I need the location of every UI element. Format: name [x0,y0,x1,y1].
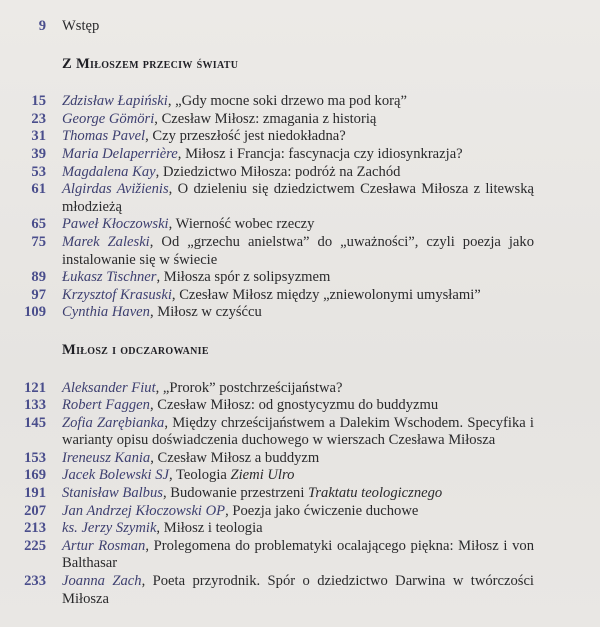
entry-author: Magdalena Kay [62,163,156,180]
entry-author: Artur Rosman [62,537,146,554]
entry-title: , Czesław Miłosz: zmagania z historią [154,110,377,127]
toc-entry [0,415,600,450]
entry-author: Jacek Bolewski SJ [62,467,169,484]
page-number: 145 [24,414,46,431]
entry-title: , Teologia [168,467,231,484]
entry-author: Robert Faggen [62,397,150,414]
entry-author: ks. Jerzy Szymik [62,520,157,537]
entry-title: , Od „grzechu anielstwa” do „uważności”, czyli poezja jako instalowanie się w świecie [62,233,535,268]
entry-author: Jan Andrzej Kłoczowski OP [62,502,226,519]
toc-entry-intro [0,18,600,36]
entry-title: , Miłosz i Francja: fascynacja czy idiosynkrazja? [177,145,463,162]
entry-title: , Miłosza spór z solipsyzmem [156,269,331,286]
page-number: 75 [31,233,46,250]
entry-author: Maria Delaperrière [62,145,178,162]
page-number: 121 [24,379,46,396]
entry-title: , Czy przeszłość jest niedokładna? [145,128,346,145]
page-number: 9 [38,18,46,34]
entry-author: Łukasz Tischner [62,269,157,286]
entry-title: , Czesław Miłosz między „zniewolonymi umysłami” [171,286,481,303]
page-number: 31 [31,128,46,145]
entry-title: , Poeta przyrodnik. Spór o dziedzictwo Darwina w twórczości Miłosza [62,573,534,607]
entry-title: , Czesław Miłosz a buddyzm [150,449,320,466]
toc-entry [0,538,600,573]
entry-title: , Czesław Miłosz: od gnostycyzmu do buddyzmu [149,397,439,414]
entry-title-italic: Traktatu teologicznego [308,485,443,502]
entry-author: Aleksander Fiut [62,379,156,396]
entry-title: , Między chrześcijaństwem a Dalekim Wschodem. Specyfika i warianty opisu doświadczenia duchowego w wierszach Czesława Miłosza [62,414,534,449]
toc-entry [0,111,600,129]
page-number: 23 [31,110,46,127]
page-number: 61 [31,181,46,198]
page-number: 153 [24,449,46,466]
toc-entry [0,216,600,234]
section-heading-1: Z Miłoszem przeciw światu [62,55,239,72]
page-number: 89 [31,269,46,286]
toc-entry [0,467,600,485]
toc-entry [0,128,600,146]
table-of-contents [0,18,600,608]
page-number: 39 [31,145,46,162]
entry-author: Zofia Zarębianka [62,414,165,431]
page-number: 65 [31,216,46,233]
page-number: 207 [24,502,46,519]
toc-entry [0,181,600,216]
entry-title: , „Prorok” postchrześcijaństwa? [155,379,343,396]
toc-entry [0,450,600,468]
toc-entry [0,503,600,521]
entry-author: Cynthia Haven [62,304,150,321]
entry-author: Algirdas Avižienis [62,181,169,198]
toc-entry [0,304,600,322]
toc-entry [0,380,600,398]
entry-author: Krzysztof Krasuski [62,286,172,303]
toc-entry [0,146,600,164]
entry-title: , Poezja jako ćwiczenie duchowe [225,502,419,519]
toc-entry [0,520,600,538]
entry-title: , Dziedzictwo Miłosza: podróż na Zachód [155,163,401,180]
entry-author: Joanna Zach [62,573,142,590]
entry-title: , „Gdy mocne soki drzewo ma pod korą” [167,93,407,110]
entry-author: Thomas Pavel [62,128,146,145]
page-number: 191 [24,485,46,502]
entry-title: , Miłosz i teologia [156,520,263,537]
entry-title-italic: Ziemi Ulro [230,467,295,484]
toc-entry [0,164,600,182]
page-number: 15 [31,93,46,110]
toc-entry [0,573,600,608]
entry-author: George Gömöri [62,110,155,127]
entry-author: Zdzisław Łapiński [62,93,168,110]
entry-author: Marek Zaleski [62,233,150,250]
section-heading-2: Miłosz i odczarowanie [62,341,209,358]
entry-title: , Budowanie przestrzeni [162,485,309,502]
page-number: 233 [24,573,46,590]
entry-title: , Miłosz w czyśćcu [149,304,262,321]
entry-author: Stanisław Balbus [62,485,163,502]
page-number: 133 [24,397,46,414]
page-number: 213 [24,520,46,537]
page-number: 109 [24,304,46,321]
toc-entry [0,234,600,269]
entry-author: Paweł Kłoczowski [62,216,169,233]
page-number: 169 [24,467,46,484]
page-number: 225 [24,537,46,554]
toc-entry [0,269,600,287]
entry-title: Wstęp [62,18,100,34]
toc-entry [0,93,600,111]
toc-entry [0,485,600,503]
toc-entry [0,287,600,305]
entry-author: Ireneusz Kania [62,449,151,466]
toc-entry [0,397,600,415]
entry-title: , Wierność wobec rzeczy [168,216,315,233]
entry-title: , O dzieleniu się dziedzictwem Czesława Miłosza z litewską młodzieżą [62,181,535,215]
page-number: 97 [31,286,46,303]
entry-title: , Prolegomena do problematyki ocalającego piękna: Miłosz i von Balthasar [62,537,534,572]
page-number: 53 [31,163,46,180]
